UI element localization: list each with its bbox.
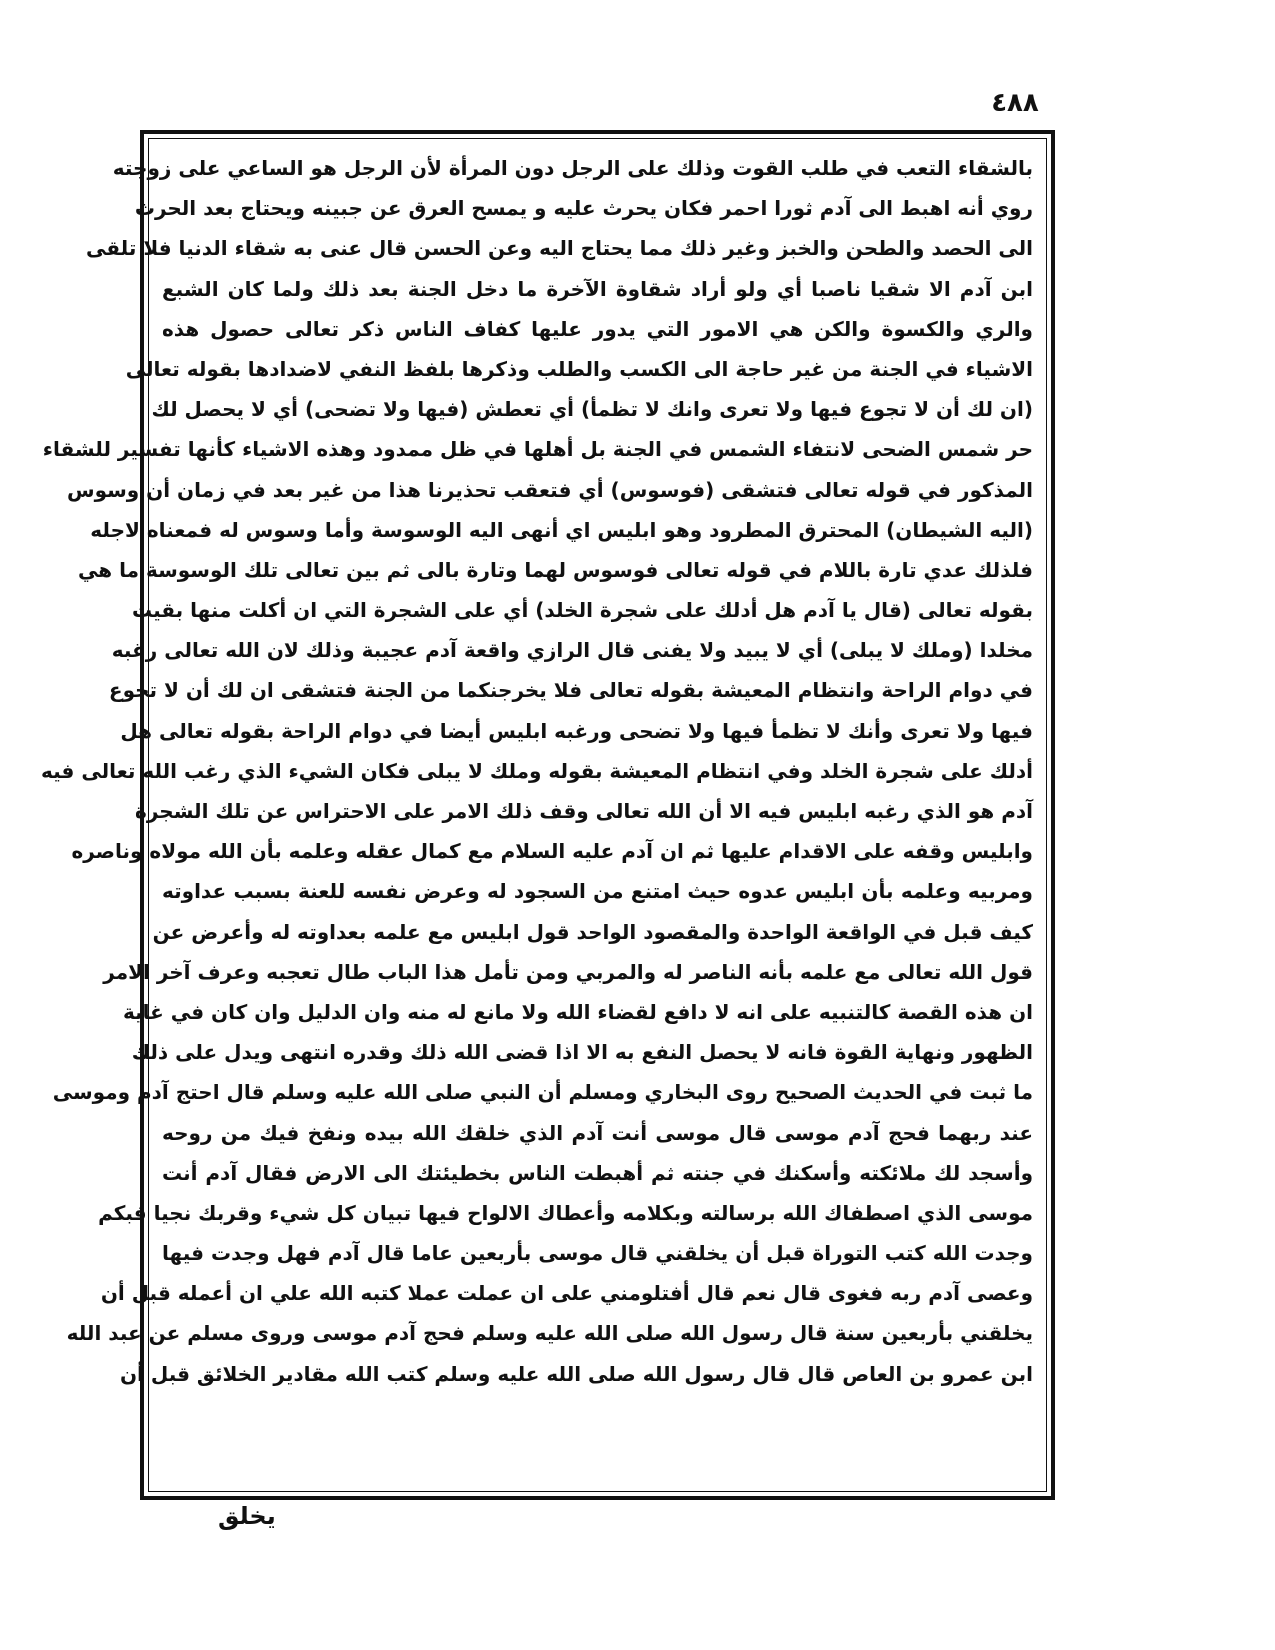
text-line: ان هذه القصة كالتنبيه على انه لا دافع لقضاء الله ولا مانع له منه وان الدليل وان كان في غاية <box>122 999 1033 1024</box>
text-line: فلذلك عدي تارة باللام في قوله تعالى فوسوس لهما وتارة بالى ثم بين تعالى تلك الوسوسة ما هي <box>78 557 1033 582</box>
text-line: حر شمس الضحى لانتفاء الشمس في الجنة بل أهلها في ظل ممدود وهذه الاشياء كأنها تفسير للشقاء <box>42 437 1033 462</box>
text-line: بالشقاء التعب في طلب القوت وذلك على الرجل دون المرأة لأن الرجل هو الساعي على زوجته <box>112 156 1033 180</box>
text-line: في دوام الراحة وانتظام المعيشة بقوله تعالى فلا يخرجنكما من الجنة فتشقى ان لك أن لا تجوع <box>108 678 1033 703</box>
text-line: وأسجد لك ملائكته وأسكنك في جنته ثم أهبطت الناس بخطيئتك الى الارض فقال آدم أنت <box>162 1160 1033 1185</box>
text-line: (اليه الشيطان) المحترق المطرود وهو ابليس اي أنهى اليه الوسوسة وأما وسوس له فمعناه لاجله <box>90 517 1033 542</box>
text-line: وابليس وقفه على الاقدام عليها ثم ان آدم عليه السلام مع كمال عقله وعلمه بأن الله مولاه وناصره <box>71 839 1033 864</box>
text-line: ابن آدم الا شقيا ناصبا أي ولو أراد شقاوة الآخرة ما دخل الجنة بعد ذلك ولما كان الشبع <box>162 276 1033 301</box>
text-line: ما ثبت في الحديث الصحيح روى البخاري ومسلم أن النبي صلى الله عليه وسلم قال احتج آدم وموسى <box>52 1080 1033 1105</box>
text-line: مخلدا (وملك لا يبلى) أي لا يبيد ولا يفنى قال الرازي واقعة آدم عجيبة وذلك لان الله تعالى رغبه <box>111 638 1033 663</box>
page-number: ٤٨٨ <box>991 88 1039 118</box>
text-line: يخلقني بأربعين سنة قال رسول الله صلى الله عليه وسلم فحج آدم موسى وروى مسلم عن عبد الله <box>66 1321 1033 1346</box>
text-line: الظهور ونهاية القوة فانه لا يحصل النفع به الا اذا قضى الله ذلك وقدره انتهى ويدل على ذلك <box>131 1040 1033 1065</box>
text-line: عند ربهما فحج آدم موسى قال موسى أنت آدم الذي خلقك الله بيده ونفخ فيك من روحه <box>162 1120 1033 1145</box>
text-line: كيف قبل في الواقعة الواحدة والمقصود الواحد قول ابليس مع علمه بعداوته له وأعرض عن <box>152 919 1033 944</box>
text-line: الاشياء في الجنة من غير حاجة الى الكسب والطلب وذكرها بلفظ النفي لاضدادها بقوله تعالى <box>125 356 1033 381</box>
text-line: والري والكسوة والكن هي الامور التي يدور عليها كفاف الناس ذكر تعالى حصول هذه <box>162 316 1033 341</box>
catchword: يخلق <box>218 1502 276 1530</box>
text-line: الى الحصد والطحن والخبز وغير ذلك مما يحتاج اليه وعن الحسن قال عنى به شقاء الدنيا فلا تلقى <box>86 236 1033 261</box>
text-line: ومربيه وعلمه بأن ابليس عدوه حيث امتنع من السجود له وعرض نفسه للعنة بسبب عداوته <box>162 879 1033 904</box>
text-line: قول الله تعالى مع علمه بأنه الناصر له والمربي ومن تأمل هذا الباب طال تعجبه وعرف آخر الامر <box>103 959 1033 984</box>
text-line: (ان لك أن لا تجوع فيها ولا تعرى وانك لا تظمأ) أي تعطش (فيها ولا تضحى) أي لا يحصل لك <box>151 397 1033 422</box>
text-line: ابن عمرو بن العاص قال قال رسول الله صلى الله عليه وسلم كتب الله مقادير الخلائق قبل أن <box>119 1361 1033 1386</box>
text-line: وعصى آدم ربه فغوى قال نعم قال أفتلومني على ان عملت عملا كتبه الله علي ان أعمله قبل أن <box>100 1281 1033 1306</box>
text-line: المذكور في قوله تعالى فتشقى (فوسوس) أي فتعقب تحذيرنا هذا من غير بعد في زمان أن وسوس <box>66 477 1033 502</box>
text-line: بقوله تعالى (قال يا آدم هل أدلك على شجرة الخلد) أي على الشجرة التي ان أكلت منها بقيت <box>131 598 1033 623</box>
text-line: فيها ولا تعرى وأنك لا تظمأ فيها ولا تضحى ورغبه ابليس أيضا في دوام الراحة بقوله تعالى هل <box>120 718 1033 743</box>
text-line: وجدت الله كتب التوراة قبل أن يخلقني قال موسى بأربعين عاما قال آدم فهل وجدت فيها <box>162 1241 1033 1266</box>
text-line: آدم هو الذي رغبه ابليس فيه الا أن الله تعالى وقف ذلك الامر على الاحتراس عن تلك الشجرة <box>135 799 1033 823</box>
text-line: روي أنه اهبط الى آدم ثورا احمر فكان يحرث عليه و يمسح العرق عن جبينه ويحتاج بعد الحرث <box>134 196 1033 221</box>
text-line: موسى الذي اصطفاك الله برسالته وبكلامه وأعطاك الالواح فيها تبيان كل شيء وقربك نجيا فبكم <box>98 1200 1033 1225</box>
text-line: أدلك على شجرة الخلد وفي انتظام المعيشة بقوله وملك لا يبلى فكان الشيء الذي رغب الله تعالى فيه <box>41 758 1033 783</box>
body-text <box>41 148 1033 1486</box>
text-frame <box>41 130 1055 1500</box>
